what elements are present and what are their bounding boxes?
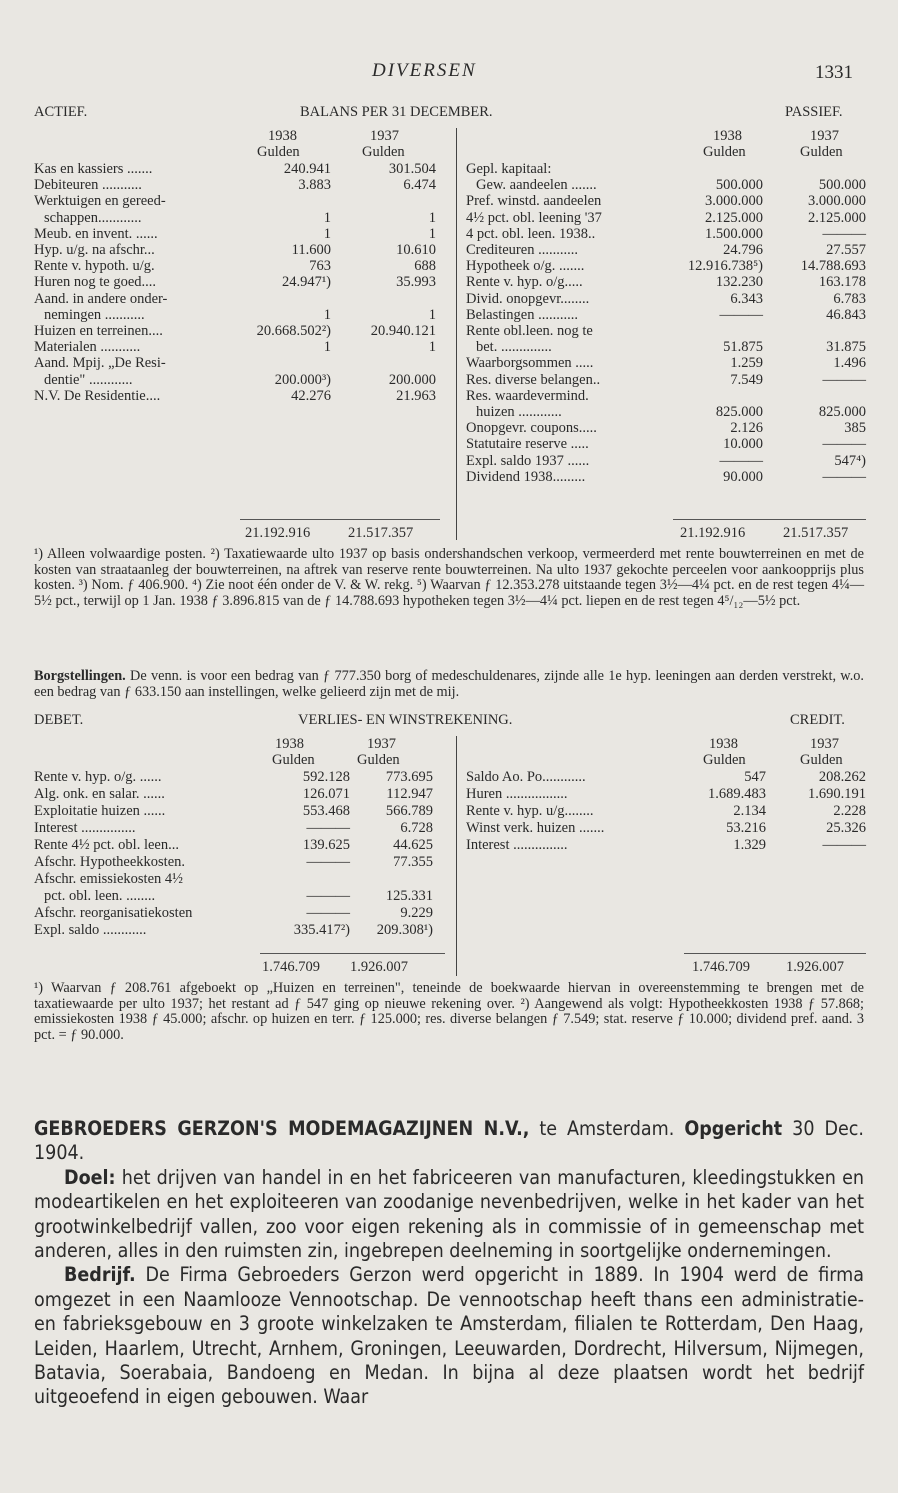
ledger-row (34, 769, 445, 786)
value-1938: ——— (306, 820, 350, 836)
ledger-label: Huren nog te goed.... (34, 274, 157, 291)
ledger-row (34, 161, 446, 178)
value-1938: 139.625 (302, 837, 350, 853)
ledger-label: schappen............ (44, 209, 142, 226)
value-1937: 20.940.121 (370, 323, 436, 339)
ledger-label: Res. waardevermind. (466, 387, 589, 404)
ledger-label: bet. .............. (476, 339, 552, 356)
ledger-label: huizen ............ (476, 404, 562, 420)
value-1938: ——— (306, 888, 350, 904)
ledger-row (34, 871, 445, 888)
ledger-row (34, 837, 445, 854)
value-1937: 25.326 (826, 820, 866, 836)
ledger-label: Gepl. kapitaal: (466, 161, 552, 177)
ledger-row (34, 226, 446, 243)
passief-total-1937: 21.517.357 (783, 525, 849, 541)
value-1938: 53.216 (726, 820, 766, 836)
value-1937: 547⁴) (834, 452, 866, 469)
ledger-row (466, 469, 866, 486)
value-1937: 1 (428, 339, 436, 356)
value-1937: 35.993 (396, 274, 436, 291)
value-1937: 44.625 (393, 837, 433, 853)
value-1938: 42.276 (291, 387, 331, 404)
ledger-row (466, 307, 866, 324)
value-1937: 3.000.000 (808, 193, 866, 210)
ledger-label: Waarborgsommen ..... (466, 355, 594, 372)
ledger-row (466, 453, 866, 470)
ledger-label: Meub. en invent. ...... (34, 225, 158, 242)
ledger-row (34, 210, 446, 227)
value-1937: 1 (428, 306, 436, 323)
ledger-label: dentie" ............ (44, 371, 133, 388)
value-1937: 209.308¹) (376, 922, 433, 938)
value-1937: 566.789 (385, 803, 433, 819)
ledger-label: Alg. onk. en salar. ...... (34, 786, 165, 802)
ledger-row (34, 274, 446, 291)
ledger-label: Afschr. reorganisatiekosten (34, 905, 193, 921)
ledger-row (466, 274, 866, 291)
ledger-row (34, 388, 446, 405)
ledger-label: Hypotheek o/g. ....... (466, 258, 585, 275)
company-place: te Amsterdam. (529, 1117, 685, 1140)
value-1938: 335.417²) (293, 922, 350, 938)
value-1937: 6.728 (400, 820, 433, 836)
unit-header: Gulden (257, 144, 300, 160)
value-1937: ——— (822, 436, 866, 453)
vw-footnote: ¹) Waarvan ƒ 208.761 afgeboekt op „Huizen en terreinen", teneinde de boekwaarde hiervan in overeenstemming te brengen met de taxatiewaarde per ulto 1937; het restant ad ƒ 547 ging op nieuwe rekening over. ²) Aangewend als volgt: Hypotheekkosten 1938 ƒ 57.868; emissiekosten 1938 ƒ 45.000; afschr. op huizen en terr. ƒ 125.000; res. diverse belangen ƒ 7.549; stat. reserve ƒ 10.000; dividend pref. aand. 3 pct. = ƒ 90.000. (34, 980, 864, 1043)
value-1937: 9.229 (400, 905, 433, 921)
ledger-row (34, 820, 445, 837)
ledger-row (34, 854, 445, 871)
value-1938: ——— (306, 905, 350, 921)
ledger-row (34, 905, 445, 922)
total-rule (240, 519, 440, 520)
value-1938: ——— (719, 452, 763, 469)
value-1938: 3.883 (298, 177, 331, 194)
vw-title: VERLIES- EN WINSTREKENING. (298, 712, 513, 728)
ledger-row (34, 888, 445, 905)
year-header: 1938 (709, 736, 738, 752)
ledger-row (34, 258, 446, 275)
ledger-label: Afschr. Hypotheekkosten. (34, 854, 186, 870)
value-1937: 6.783 (833, 290, 866, 307)
value-1937: 77.355 (393, 854, 433, 870)
ledger-label: Interest ............... (466, 837, 568, 853)
ledger-label: Rente 4½ pct. obl. leen... (34, 837, 179, 853)
ledger-row (466, 388, 866, 405)
ledger-label: Gew. aandeelen ....... (476, 177, 597, 194)
value-1937: 163.178 (818, 274, 866, 291)
value-1938: 20.668.502²) (256, 323, 331, 339)
debet-label: DEBET. (34, 712, 84, 728)
ledger-row (466, 786, 866, 803)
unit-header: Gulden (800, 144, 843, 160)
ledger-row (34, 372, 446, 389)
ledger-row (34, 323, 446, 340)
page-header-title: DIVERSEN (372, 60, 477, 81)
ledger-label: Rente v. hypoth. u/g. (34, 258, 155, 275)
debet-total-1937: 1.926.007 (350, 959, 408, 975)
value-1937: 27.557 (826, 242, 866, 258)
value-1938: 1 (323, 339, 331, 356)
ledger-label: Rente obl.leen. nog te (466, 323, 593, 339)
value-1938: 90.000 (723, 468, 763, 485)
year-header: 1938 (268, 128, 297, 144)
ledger-label: 4 pct. obl. leen. 1938.. (466, 225, 596, 242)
ledger-row (466, 210, 866, 227)
unit-header: Gulden (703, 144, 746, 160)
ledger-row (466, 177, 866, 194)
value-1938: 132.230 (715, 274, 763, 291)
ledger-label: Expl. saldo 1937 ...... (466, 452, 590, 469)
ledger-label: Aand. Mpij. „De Resi- (34, 355, 166, 372)
ledger-label: Pref. winstd. aandeelen (466, 193, 602, 210)
year-header: 1938 (713, 128, 742, 144)
value-1937: 773.695 (385, 769, 433, 785)
ledger-label: Interest ............... (34, 820, 136, 836)
value-1937: 1 (428, 209, 436, 226)
value-1937: 125.331 (385, 888, 433, 904)
value-1938: 1.500.000 (705, 225, 763, 242)
actief-total-1937: 21.517.357 (348, 525, 414, 541)
value-1937: 46.843 (826, 306, 866, 323)
value-1938: 11.600 (291, 242, 331, 258)
unit-header: Gulden (800, 752, 843, 768)
unit-header: Gulden (357, 752, 400, 768)
ledger-row (34, 177, 446, 194)
ledger-label: Winst verk. huizen ....... (466, 820, 605, 836)
value-1938: 592.128 (302, 769, 350, 785)
ledger-row (466, 803, 866, 820)
value-1938: 51.875 (723, 339, 763, 356)
total-rule (260, 953, 445, 954)
value-1938: ——— (306, 854, 350, 870)
ledger-row (466, 769, 866, 786)
ledger-label: nemingen ........... (44, 306, 145, 323)
ledger-row (466, 242, 866, 259)
ledger-row (34, 307, 446, 324)
passief-total-1938: 21.192.916 (680, 525, 746, 541)
total-rule (673, 519, 866, 520)
ledger-label: Rente v. hyp. o/g..... (466, 274, 583, 291)
ledger-row (466, 436, 866, 453)
value-1938: 1.259 (730, 355, 763, 372)
unit-header: Gulden (703, 752, 746, 768)
ledger-row (466, 404, 866, 421)
value-1937: 385 (844, 420, 866, 437)
value-1937: 1.690.191 (808, 786, 866, 802)
value-1937: ——— (822, 468, 866, 485)
value-1938: 2.134 (733, 803, 766, 819)
ledger-row (466, 420, 866, 437)
ledger-row (34, 193, 446, 210)
ledger-row (466, 291, 866, 308)
ledger-row (466, 193, 866, 210)
ledger-label: Hyp. u/g. na afschr... (34, 242, 155, 258)
ledger-label: Statutaire reserve ..... (466, 436, 589, 453)
value-1937: 500.000 (818, 177, 866, 194)
value-1937: 301.504 (388, 161, 436, 177)
ledger-row (466, 837, 866, 854)
ledger-label: N.V. De Residentie.... (34, 387, 161, 404)
ledger-label: Dividend 1938......... (466, 468, 586, 485)
value-1938: 12.916.738⁵) (687, 258, 763, 275)
bedrijf-text: De Firma Gebroeders Gerzon werd opgericht in 1889. In 1904 werd de firma omgezet in een Naamlooze Vennootschap. De vennootschap heeft thans een administratie- en fabrieksgebouw en 3 groote winkelzaken te Amsterdam, filialen te Rotterdam, Den Haag, Leiden, Haarlem, Utrecht, Arnhem, Groningen, Leeuwarden, Dordrecht, Hilversum, Nijmegen, Batavia, Soerabaia, Bandoeng en Medan. In bijna al deze plaatsen wordt het bedrijf uitgeoefend in eigen gebouwen. Waar (34, 1263, 864, 1409)
value-1937: 1 (428, 225, 436, 242)
balans-divider (456, 128, 457, 540)
value-1937: 1.496 (833, 355, 866, 372)
value-1937: ——— (822, 225, 866, 242)
value-1937: 2.228 (833, 803, 866, 819)
value-1938: 126.071 (302, 786, 350, 802)
bedrijf-label: Bedrijf. (64, 1263, 136, 1287)
ledger-row (466, 323, 866, 340)
borgstellingen-label: Borgstellingen. (34, 668, 126, 684)
opgericht-date: 30 Dec. 1904. (34, 1117, 864, 1165)
value-1938: 547 (744, 769, 766, 785)
ledger-label: Huizen en terreinen.... (34, 323, 163, 339)
credit-total-1938: 1.746.709 (692, 959, 750, 975)
debet-total-1938: 1.746.709 (262, 959, 320, 975)
ledger-label: Kas en kassiers ....... (34, 161, 153, 177)
ledger-row (34, 786, 445, 803)
ledger-label: Exploitatie huizen ...... (34, 803, 166, 819)
value-1938: 1.689.483 (708, 786, 766, 802)
ledger-label: Rente v. hyp. u/g........ (466, 803, 594, 819)
ledger-label: Werktuigen en gereed- (34, 193, 166, 210)
value-1938: 825.000 (715, 404, 763, 420)
value-1938: 500.000 (715, 177, 763, 194)
value-1937: 21.963 (396, 387, 436, 404)
ledger-label: Debiteuren ........... (34, 177, 142, 194)
actief-label: ACTIEF. (34, 104, 88, 120)
ledger-row (34, 291, 446, 308)
value-1938: 2.125.000 (705, 209, 763, 226)
doel-label: Doel: (64, 1165, 116, 1189)
value-1938: 1 (323, 306, 331, 323)
ledger-label: Crediteuren ........... (466, 242, 578, 258)
ledger-row (466, 372, 866, 389)
value-1938: 2.126 (730, 420, 763, 437)
value-1937: 10.610 (396, 242, 436, 258)
value-1937: 200.000 (388, 371, 436, 388)
year-header: 1937 (370, 128, 399, 144)
ledger-row (466, 339, 866, 356)
value-1937: ——— (822, 371, 866, 388)
year-header: 1937 (810, 128, 839, 144)
opgericht-label: Opgericht (684, 1117, 783, 1140)
value-1938: 6.343 (730, 290, 763, 307)
ledger-label: Onopgevr. coupons..... (466, 420, 597, 437)
value-1938: 10.000 (723, 436, 763, 453)
value-1938: 1.329 (733, 837, 766, 853)
ledger-label: 4½ pct. obl. leening '37 (466, 209, 602, 226)
ledger-label: Saldo Ao. Po............ (466, 769, 586, 785)
ledger-row (34, 803, 445, 820)
value-1938: 200.000³) (274, 371, 331, 388)
borgstellingen-note (34, 669, 864, 700)
vw-divider (456, 736, 457, 976)
ledger-row (34, 339, 446, 356)
actief-total-1938: 21.192.916 (245, 525, 311, 541)
value-1938: 24.796 (723, 242, 763, 258)
value-1937: 6.474 (403, 177, 436, 194)
value-1938: 763 (309, 258, 331, 275)
year-header: 1937 (367, 736, 396, 752)
value-1938: 1 (323, 209, 331, 226)
borgstellingen-text: De venn. is voor een bedrag van ƒ 777.350 borg of medeschuldenares, zijnde alle 1e hyp. leeningen aan derden verstrekt, w.o. een bedrag van ƒ 633.150 aan instellingen, welke gelieerd zijn met de mij. (34, 668, 864, 700)
value-1937: 2.125.000 (808, 209, 866, 226)
total-rule (684, 953, 866, 954)
value-1938: 7.549 (730, 371, 763, 388)
year-header: 1937 (810, 736, 839, 752)
page-number: 1331 (815, 62, 853, 83)
ledger-label: Aand. in andere onder- (34, 290, 168, 307)
value-1938: 24.947¹) (281, 274, 331, 291)
value-1937: 208.262 (818, 769, 866, 785)
ledger-label: Materialen ........... (34, 339, 141, 356)
ledger-row (34, 355, 446, 372)
ledger-label: Divid. onopgevr........ (466, 290, 590, 307)
unit-header: Gulden (362, 144, 405, 160)
company-section (34, 1117, 864, 1410)
balans-footnote: ¹) Alleen volwaardige posten. ²) Taxatiewaarde ulto 1937 op basis ondershandschen verkoop, vermeerderd met rente bouwterreinen en met de kosten van straataanleg der bouwterreinen, na aftrek van reserve rente bouwterreinen. Na ulto 1937 gekochte perceelen voor aankoopprijs plus kosten. ³) Nom. ƒ 406.900. ⁴) Zie noot één onder de V. & W. rekg. ⁵) Waarvan ƒ 12.353.278 uitstaande tegen 3½—4¼ pct. en de rest tegen 4¼—5½ pct., terwijl op 1 Jan. 1938 ƒ 3.896.815 van de ƒ 14.788.693 hypotheken tegen 3½—4¼ pct. liepen en de rest tegen 4⁵/₁₂—5½ pct. (34, 546, 864, 609)
value-1937: 825.000 (818, 404, 866, 420)
company-name: GEBROEDERS GERZON'S MODEMAGAZIJNEN N.V., (34, 1117, 530, 1140)
value-1937: 31.875 (826, 339, 866, 356)
passief-label: PASSIEF. (785, 104, 843, 120)
ledger-label: pct. obl. leen. ........ (44, 888, 156, 904)
value-1938: 553.468 (302, 803, 350, 819)
ledger-label: Rente v. hyp. o/g. ...... (34, 769, 162, 785)
value-1937: 112.947 (386, 786, 433, 802)
ledger-label: Res. diverse belangen.. (466, 371, 601, 388)
value-1938: 240.941 (283, 161, 331, 177)
ledger-row (466, 820, 866, 837)
ledger-label: Afschr. emissiekosten 4½ (34, 871, 184, 887)
value-1938: 3.000.000 (705, 193, 763, 210)
credit-total-1937: 1.926.007 (786, 959, 844, 975)
ledger-row (466, 258, 866, 275)
unit-header: Gulden (272, 752, 315, 768)
credit-label: CREDIT. (790, 712, 845, 728)
value-1938: ——— (719, 306, 763, 323)
value-1937: ——— (822, 837, 866, 853)
ledger-row (34, 922, 445, 939)
year-header: 1938 (275, 736, 304, 752)
ledger-row (466, 226, 866, 243)
ledger-label: Huren ................. (466, 786, 568, 802)
value-1937: 688 (414, 258, 436, 275)
ledger-row (34, 242, 446, 259)
doel-text: het drijven van handel in en het fabriceeren van manufacturen, kleedingstukken en modeartikelen en het exploiteeren van zoodanige nevenbedrijven, welke in het kader van het grootwinkelbedrijf vallen, zoo voor eigen rekening als in commissie of in gemeenschap met anderen, alles in den ruimsten zin, ingebrepen deelneming in soortgelijke ondernemingen. (34, 1165, 864, 1263)
value-1938: 1 (323, 225, 331, 242)
value-1937: 14.788.693 (800, 258, 866, 275)
ledger-label: Belastingen ........... (466, 306, 578, 323)
balans-title: BALANS PER 31 DECEMBER. (300, 104, 493, 120)
ledger-row (466, 355, 866, 372)
ledger-label: Expl. saldo ............ (34, 922, 147, 938)
ledger-row (466, 161, 866, 178)
